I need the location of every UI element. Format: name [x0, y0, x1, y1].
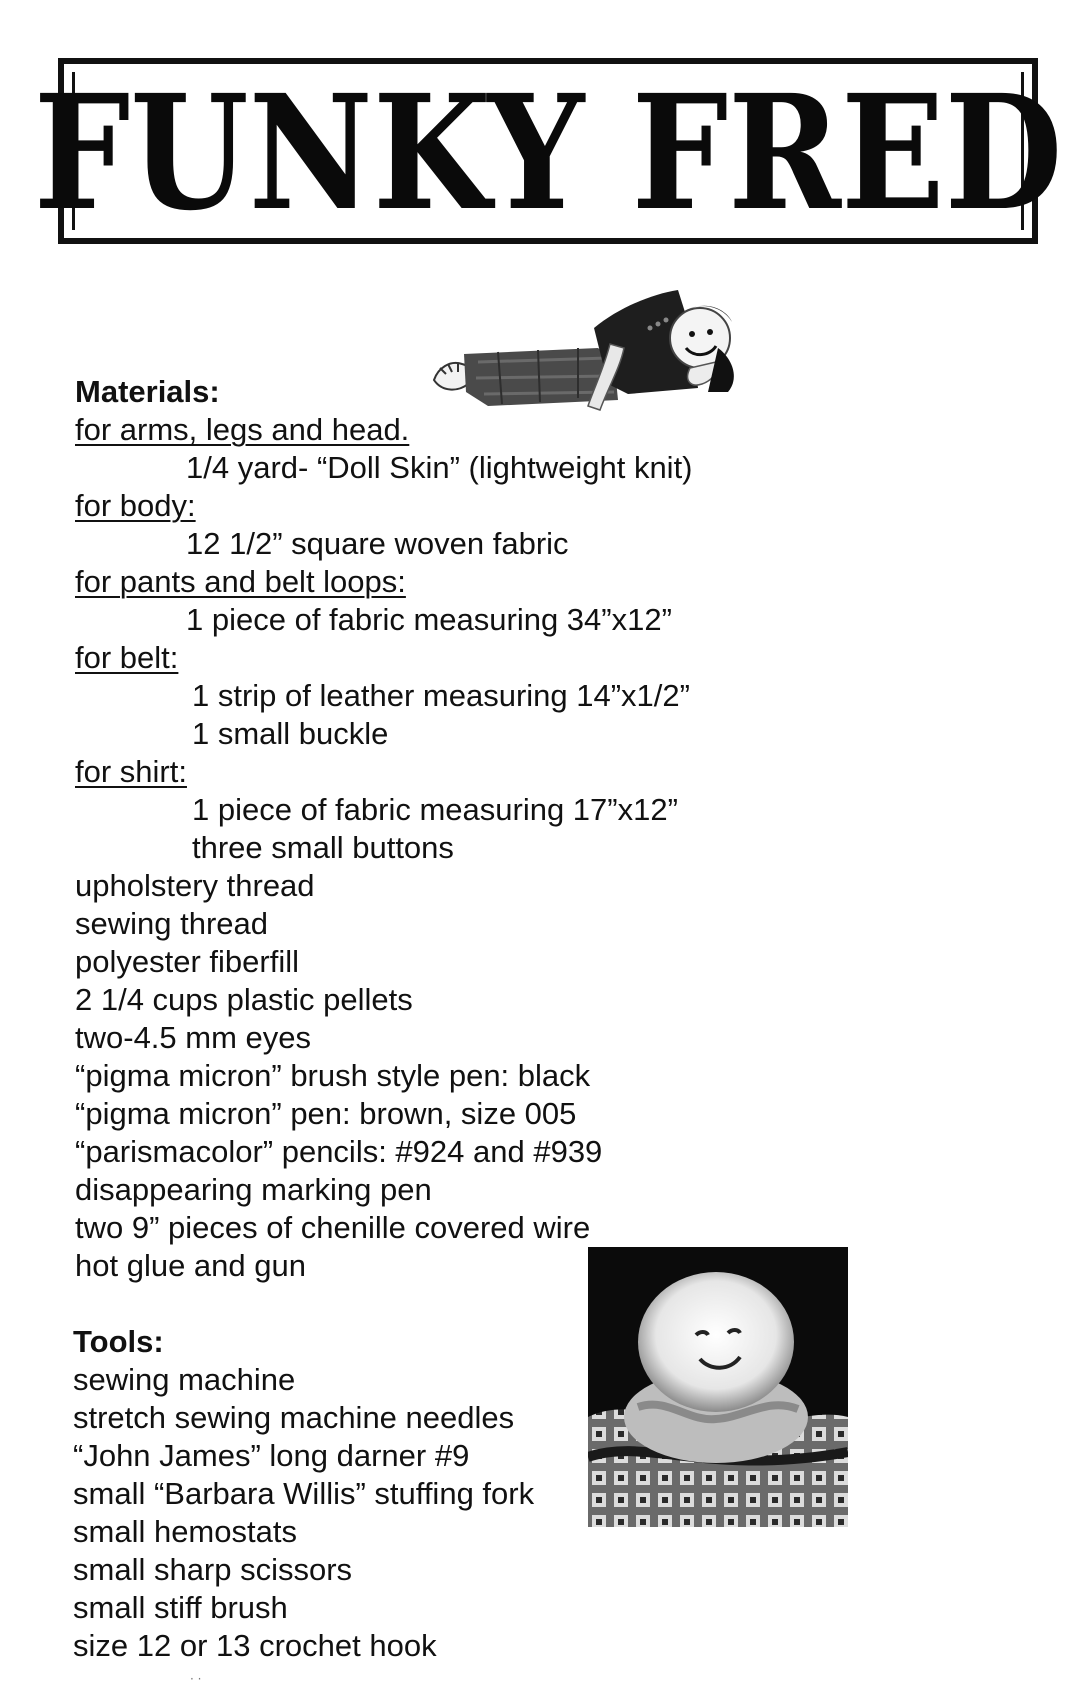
tool-line: small hemostats — [73, 1514, 297, 1549]
tool-line: “John James” long darner #9 — [73, 1438, 470, 1473]
material-line: for belt: — [75, 640, 179, 675]
material-line: two-4.5 mm eyes — [75, 1020, 312, 1055]
doll-lying-photo — [428, 288, 758, 428]
material-line: upholstery thread — [75, 868, 315, 903]
material-line: for body: — [75, 488, 196, 523]
material-line: 2 1/4 cups plastic pellets — [75, 982, 413, 1017]
material-line: disappearing marking pen — [75, 1172, 432, 1207]
tool-line: stretch sewing machine needles — [73, 1400, 515, 1435]
material-line: for arms, legs and head. — [75, 412, 410, 447]
material-line: 1 piece of fabric measuring 34”x12” — [186, 602, 672, 637]
tools-heading: Tools: — [73, 1324, 164, 1359]
tool-line: small “Barbara Willis” stuffing fork — [73, 1476, 535, 1511]
scan-specks: · · — [190, 1672, 202, 1686]
material-line: three small buttons — [192, 830, 454, 865]
doll-sitting-photo — [588, 1247, 848, 1527]
tool-line: size 12 or 13 crochet hook — [73, 1628, 437, 1663]
tool-line: sewing machine — [73, 1362, 296, 1397]
material-line: “pigma micron” brush style pen: black — [75, 1058, 591, 1093]
material-line: “pigma micron” pen: brown, size 005 — [75, 1096, 577, 1131]
material-line: 1/4 yard- “Doll Skin” (lightweight knit) — [186, 450, 693, 485]
material-line: 1 strip of leather measuring 14”x1/2” — [192, 678, 690, 713]
material-line: “parismacolor” pencils: #924 and #939 — [75, 1134, 603, 1169]
material-line: two 9” pieces of chenille covered wire — [75, 1210, 591, 1245]
material-line: 1 small buckle — [192, 716, 389, 751]
material-line: 12 1/2” square woven fabric — [186, 526, 569, 561]
material-line: 1 piece of fabric measuring 17”x12” — [192, 792, 678, 827]
materials-heading: Materials: — [75, 374, 220, 409]
tool-line: small sharp scissors — [73, 1552, 353, 1587]
tool-line: small stiff brush — [73, 1590, 288, 1625]
material-line: polyester fiberfill — [75, 944, 299, 979]
material-line: for pants and belt loops: — [75, 564, 406, 599]
material-line: hot glue and gun — [75, 1248, 306, 1283]
page-title: FUNKY FRED — [33, 61, 1063, 246]
material-line: sewing thread — [75, 906, 269, 941]
title-banner — [33, 58, 1063, 246]
material-line: for shirt: — [75, 754, 187, 789]
